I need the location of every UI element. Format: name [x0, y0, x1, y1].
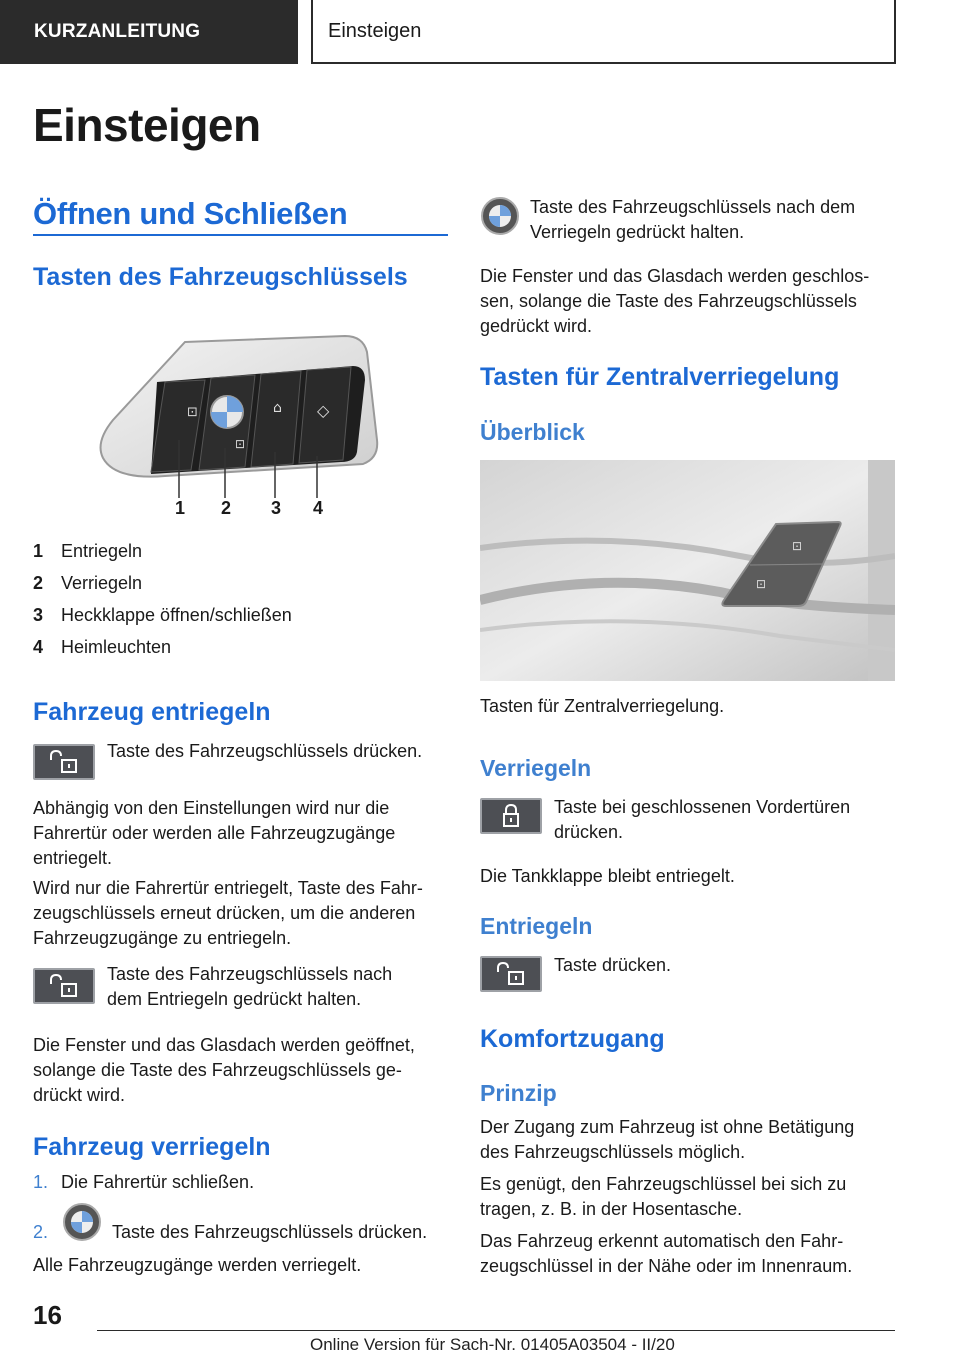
figure-label-1: 1 — [175, 498, 186, 518]
paragraph: Wird nur die Fahrertür entriegelt, Taste des Fahr- zeugschlüssels erneut drücken, um die anderen Fahrzeugzugänge zu entriegeln. — [33, 878, 423, 948]
paragraph: Es genügt, den Fahrzeugschlüssel bei sich zu tragen, z. B. in der Hosentasche. — [480, 1174, 847, 1219]
svg-text:⌂: ⌂ — [273, 400, 282, 416]
section-header: Einsteigen — [311, 0, 896, 64]
figure-label-3: 3 — [271, 498, 282, 518]
paragraph: Die Tankklappe bleibt entriegelt. — [480, 866, 735, 886]
unlock-text: Taste drücken. — [554, 955, 672, 975]
legend-text: Heimleuchten — [61, 637, 172, 657]
lock-icon — [480, 798, 542, 834]
svg-text:⊡: ⊡ — [235, 437, 246, 451]
unlock-icon-text: Taste des Fahrzeugschlüssels drücken. — [107, 741, 423, 761]
heading-comfort-access: Komfortzugang — [480, 1025, 665, 1053]
figure-label-4: 4 — [313, 498, 324, 518]
heading-lock-vehicle: Fahrzeug verriegeln — [33, 1133, 271, 1161]
heading-principle: Prinzip — [480, 1080, 557, 1106]
legend-text: Verriegeln — [61, 573, 143, 593]
page-number: 16 — [33, 1300, 62, 1330]
bmw-key-icon — [480, 196, 520, 236]
key-fob-image — [95, 330, 385, 520]
svg-text:◇: ◇ — [317, 401, 330, 420]
svg-text:⊡: ⊡ — [792, 539, 803, 553]
step-text: Die Fahrertür schließen. — [61, 1172, 255, 1192]
heading-lock: Verriegeln — [480, 755, 592, 781]
legend-num: 4 — [33, 637, 44, 657]
footer-rule — [97, 1330, 895, 1331]
paragraph: Das Fahrzeug erkennt automatisch den Fahr- zeugschlüssel in der Nähe oder im Innenraum. — [480, 1231, 853, 1276]
heading-central-locking: Tasten für Zentralverriegelung — [480, 363, 840, 391]
heading-open-close: Öffnen und Schließen — [33, 196, 348, 231]
step-number: 1. — [33, 1172, 49, 1192]
legend-num: 3 — [33, 605, 44, 625]
svg-text:⊡: ⊡ — [756, 577, 767, 591]
legend-num: 1 — [33, 541, 44, 561]
footer-text: Online Version für Sach-Nr. 01405A03504 - II/20 — [310, 1335, 675, 1354]
heading-unlock: Entriegeln — [480, 913, 593, 939]
paragraph: Die Fenster und das Glasdach werden geschlos- sen, solange die Taste des Fahrzeugschlüssels gedrückt wird. — [480, 266, 870, 336]
heading-overview: Überblick — [480, 419, 585, 445]
paragraph: Abhängig von den Einstellungen wird nur die Fahrertür oder werden alle Fahrzeugzugänge entriegelt. — [33, 798, 396, 868]
figure-label-2: 2 — [221, 498, 232, 518]
lock-hold-text: Taste des Fahrzeugschlüssels nach dem Verriegeln gedrückt halten. — [530, 197, 856, 242]
legend-text: Entriegeln — [61, 541, 143, 561]
page-title: Einsteigen — [33, 99, 261, 151]
legend-num: 2 — [33, 573, 44, 593]
door-panel-photo — [480, 460, 895, 681]
paragraph: Alle Fahrzeugzugänge werden verriegelt. — [33, 1255, 362, 1275]
unlock-icon — [33, 744, 95, 780]
legend-text: Heckklappe öffnen/schließen — [61, 605, 292, 625]
heading-rule — [33, 234, 448, 236]
heading-key-buttons: Tasten des Fahrzeugschlüssels — [33, 263, 408, 291]
heading-unlock-vehicle: Fahrzeug entriegeln — [33, 698, 271, 726]
paragraph: Der Zugang zum Fahrzeug ist ohne Betätigung des Fahrzeugschlüssels möglich. — [480, 1117, 855, 1162]
svg-text:⊡: ⊡ — [187, 405, 198, 420]
unlock-icon — [33, 968, 95, 1004]
unlock-hold-text: Taste des Fahrzeugschlüssels nach dem Entriegeln gedrückt halten. — [107, 964, 393, 1009]
step-text: Taste des Fahrzeugschlüssels drücken. — [112, 1222, 428, 1242]
paragraph: Die Fenster und das Glasdach werden geöffnet, solange die Taste des Fahrzeugschlüssels ge- drückt wird. — [33, 1035, 415, 1105]
step-number: 2. — [33, 1222, 49, 1242]
lock-text: Taste bei geschlossenen Vordertüren drücken. — [554, 797, 851, 842]
bmw-key-icon — [62, 1202, 102, 1242]
photo-caption: Tasten für Zentralverriegelung. — [480, 696, 725, 716]
unlock-icon — [480, 956, 542, 992]
chapter-tab: KURZANLEITUNG — [0, 0, 298, 64]
